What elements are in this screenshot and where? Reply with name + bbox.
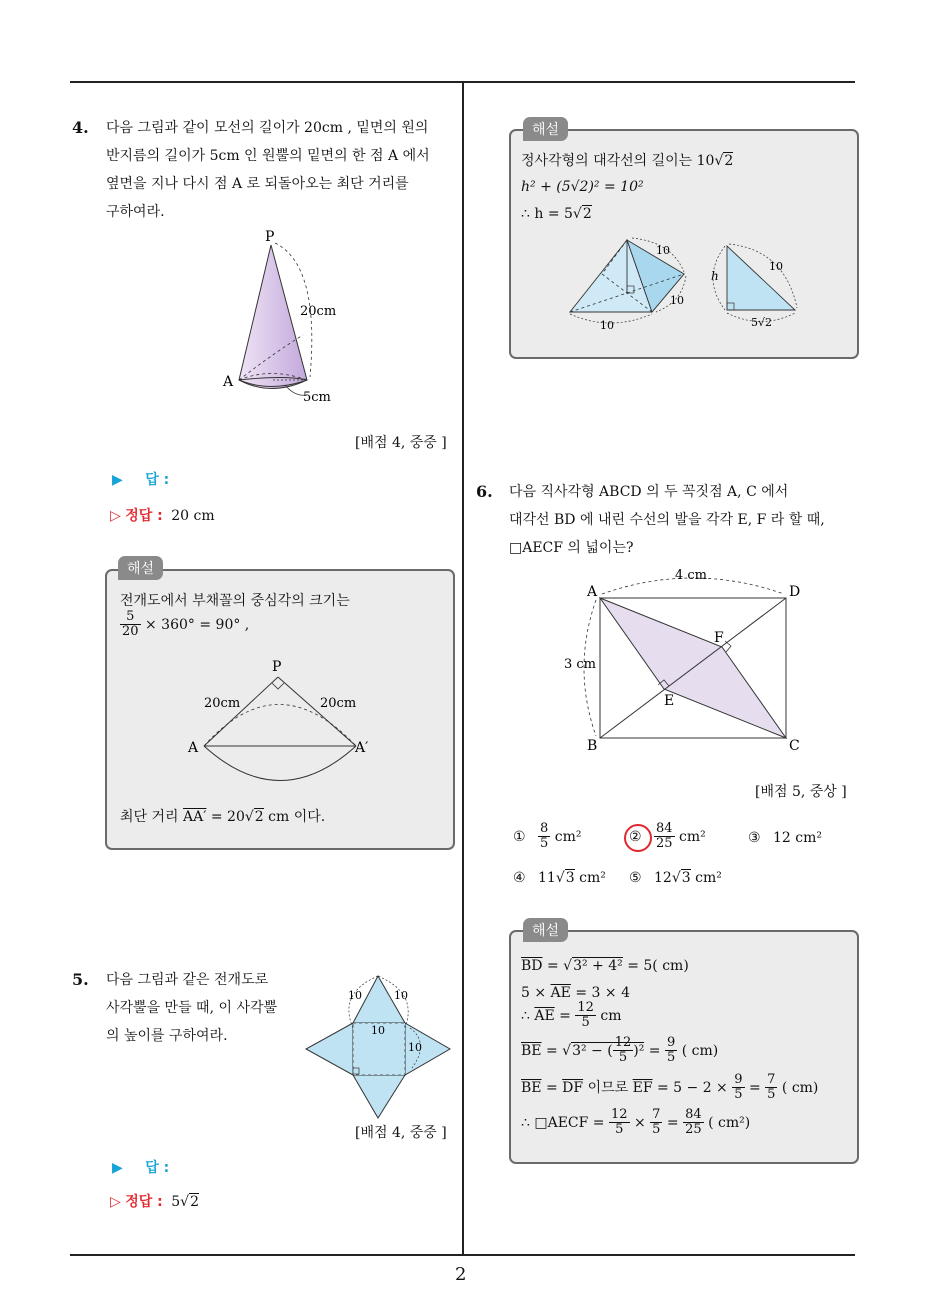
q6-sol-l3	[521, 1001, 621, 1031]
q4-solution-tag: 해설	[118, 556, 163, 580]
q6-rectangle-figure	[560, 562, 810, 762]
frac-num: 9	[734, 1072, 743, 1087]
q4-solution-fraction	[120, 610, 141, 640]
q6-fig-F: F	[714, 630, 724, 646]
q6-sol-l6	[521, 1108, 750, 1138]
radicand: 3² + 4²	[573, 958, 623, 974]
sqrt-icon: √	[562, 1042, 572, 1059]
choice-pre: 11	[538, 870, 556, 886]
q6-fig-top: 4 cm	[675, 568, 708, 583]
frac	[765, 1073, 777, 1103]
frac	[575, 1001, 596, 1031]
frac-den: 5	[666, 1050, 676, 1066]
choice-pre: 12	[654, 870, 672, 886]
selected-circle-icon	[624, 824, 652, 852]
frac-den: 5	[615, 1122, 624, 1138]
page-number: 2	[455, 1264, 467, 1285]
correct-arrow-icon: ▷	[110, 1194, 121, 1210]
q4-sol-last-suffix: cm 이다.	[268, 809, 326, 825]
q6-fig-B: B	[587, 738, 598, 754]
frac-num: 9	[666, 1035, 676, 1050]
q4-text-line: 반지름의 길이가 5cm 인 원뿔의 밑면의 한 점 A 에서	[106, 148, 430, 164]
q5-sol-line1-root: 2	[724, 153, 734, 169]
q6-choice-5[interactable]	[629, 870, 722, 886]
choice-root: 3	[681, 870, 691, 886]
seg: $\overline{BE}$	[521, 1042, 542, 1059]
answer-arrow-icon: ▶	[112, 472, 123, 488]
q6-sol-l4	[521, 1036, 718, 1066]
seg: $\overline{BD}$	[521, 958, 543, 974]
unit: ( cm)	[781, 1079, 819, 1096]
q5-sol-line3-prefix: ∴ h = 5	[521, 206, 573, 222]
radicand	[571, 1035, 645, 1066]
q5-sol-fig-h: h	[711, 269, 719, 283]
mid: 이므로	[587, 1079, 629, 1096]
unit: ( cm²)	[708, 1114, 751, 1131]
choice-root: 3	[565, 870, 575, 886]
frac-num: 12	[610, 1107, 628, 1122]
frac-num: 7	[652, 1107, 661, 1122]
q5-sol-triangle-figure	[705, 238, 805, 333]
rad-post: )²	[633, 1042, 645, 1059]
sqrt-icon: √	[563, 958, 573, 974]
q5-correct-root: 2	[190, 1194, 199, 1210]
q4-solution-figure	[180, 655, 380, 790]
seg: $\overline{BE}$	[521, 1079, 542, 1096]
q4-sol-last-prefix: 최단 거리	[120, 809, 179, 825]
q5-sol-fig-e1: 10	[656, 244, 670, 257]
frac-den: 5	[581, 1015, 590, 1031]
q5-sol-line3	[521, 203, 592, 225]
choice-fraction	[654, 822, 675, 852]
eq: =	[648, 1042, 661, 1059]
q6-choice-1[interactable]	[513, 822, 581, 852]
q4-sol-last-root: 2	[254, 809, 264, 825]
frac-num: 12	[614, 1035, 632, 1050]
q4-cone-figure	[215, 225, 355, 410]
eq: =	[559, 1007, 571, 1024]
q6-solution-tag: 해설	[523, 918, 568, 942]
q4-sol-fig-apex: P	[272, 659, 282, 675]
q5-text-line: 사각뿔을 만들 때, 이 사각뿔	[106, 1000, 278, 1016]
correct-arrow-icon: ▷	[110, 508, 121, 524]
q5-correct-row	[110, 1191, 199, 1211]
q5-fig-label-a: 10	[348, 989, 362, 1002]
frac-num: 12	[577, 1000, 594, 1015]
q6-fig-E: E	[664, 693, 675, 709]
frac-den: 5	[618, 1050, 628, 1066]
choice-mark: ③	[748, 830, 761, 846]
seg: $\overline{AE}$	[550, 985, 571, 1001]
frac-den: 5	[767, 1087, 776, 1103]
q5-net-figure	[300, 968, 455, 1123]
seg: $\overline{EF}$	[632, 1079, 653, 1096]
eq: =	[545, 1079, 558, 1096]
q5-sol-fig-e2: 10	[670, 294, 684, 307]
choice-unit: cm²	[679, 828, 706, 845]
q5-sol-line1	[521, 150, 733, 172]
frac-den: 5	[734, 1087, 743, 1103]
post: = 3 × 4	[575, 985, 630, 1001]
q4-fig-label-slant: 20cm	[300, 304, 337, 319]
frac	[665, 1036, 677, 1066]
q6-sol-l5	[521, 1073, 818, 1103]
frac-num: 7	[767, 1072, 776, 1087]
q4-text-line: 다음 그림과 같이 모선의 길이가 20cm , 밑면의 원의	[106, 120, 429, 136]
q6-fig-D: D	[789, 584, 801, 600]
q5-answer-label: 답 :	[145, 1160, 170, 1176]
bottom-rule	[70, 1254, 855, 1256]
q4-sol-fig-right: A′	[355, 740, 369, 756]
q4-number: 4.	[72, 118, 89, 137]
q4-text-line: 옆면을 지나 다시 점 A 로 되돌아오는 최단 거리를	[106, 176, 409, 192]
eq: =	[748, 1079, 761, 1096]
q5-sol-line3-root: 2	[582, 206, 592, 222]
q5-fig-label-b: 10	[394, 989, 408, 1002]
q5-sol-fig-e3: 10	[600, 319, 614, 332]
unit: cm	[600, 1007, 622, 1024]
unit: ( cm)	[681, 1042, 719, 1059]
expr: = 5 − 2 ×	[656, 1079, 728, 1096]
frac-num: 84	[656, 821, 673, 836]
q4-correct-value: 20 cm	[171, 508, 215, 524]
frac	[613, 1036, 634, 1066]
choice-unit: cm²	[695, 870, 722, 886]
pre: 5 ×	[521, 985, 547, 1001]
sqrt-icon: √	[244, 809, 254, 825]
choice-mark: ②	[629, 828, 642, 845]
q4-answer-row	[112, 469, 169, 489]
choice-mark: ⑤	[629, 870, 642, 886]
q4-sol-last-value: = 20	[210, 809, 245, 825]
frac-den: 25	[656, 836, 673, 852]
q4-text-line: 구하여라.	[106, 204, 165, 220]
q4-text	[106, 114, 456, 226]
sqrt-icon: √	[555, 870, 565, 886]
q5-answer-row	[112, 1157, 169, 1177]
q4-solution-line2	[120, 610, 249, 640]
q5-fig-label-c: 10	[371, 1024, 385, 1037]
q4-correct-label: 정답 :	[125, 508, 163, 524]
frac-den: 20	[122, 624, 139, 640]
eq: =	[546, 958, 559, 974]
q5-text-line: 의 높이를 구하여라.	[106, 1028, 228, 1044]
frac-den: 5	[652, 1122, 661, 1138]
choice-unit: cm²	[554, 828, 582, 845]
q4-sol-fig-right-len: 20cm	[320, 696, 357, 711]
q5-text	[106, 966, 306, 1050]
choice-mark: ①	[513, 828, 526, 845]
q4-solution-line1: 전개도에서 부채꼴의 중심각의 크기는	[120, 593, 350, 609]
q5-sol-line1-prefix: 정사각형의 대각선의 길이는 10	[521, 153, 715, 169]
q6-fig-left: 3 cm	[564, 657, 597, 672]
q6-sol-l1	[521, 955, 689, 977]
q6-score: [배점 5, 중상 ]	[755, 784, 847, 800]
q6-fig-C: C	[789, 738, 800, 754]
result: = 5( cm)	[627, 958, 689, 974]
q4-solution-last	[120, 806, 325, 828]
frac	[683, 1108, 704, 1138]
pre: ∴ □AECF =	[521, 1114, 605, 1131]
q6-choice-3[interactable]	[748, 830, 822, 846]
q6-text-line: 대각선 BD 에 내린 수선의 발을 각각 E, F 라 할 때,	[509, 512, 825, 528]
q5-score: [배점 4, 중중 ]	[355, 1125, 447, 1141]
frac	[609, 1108, 630, 1138]
q4-answer-label: 답 :	[145, 472, 170, 488]
sqrt-icon: √	[671, 870, 681, 886]
q5-correct-value: 5	[171, 1194, 181, 1210]
q5-sol-line2: h² + (5√2)² = 10²	[521, 179, 644, 195]
frac	[732, 1073, 744, 1103]
q5-sol-pyramid-figure	[562, 232, 702, 332]
frac-den: 25	[685, 1122, 702, 1138]
times: ×	[633, 1114, 646, 1131]
q6-choice-4[interactable]	[513, 870, 606, 886]
eq: =	[545, 1042, 558, 1059]
choice-unit: cm²	[579, 870, 606, 886]
sqrt-icon: √	[714, 153, 724, 169]
q4-fig-label-apex: P	[265, 229, 275, 245]
column-divider	[462, 83, 464, 1256]
sqrt-icon: √	[180, 1194, 190, 1210]
pre: ∴	[521, 1007, 530, 1024]
frac-num: 8	[540, 821, 549, 836]
q5-sol-fig-e4: 10	[769, 260, 783, 273]
q4-correct-row	[110, 505, 215, 525]
frac-num: 84	[685, 1107, 702, 1122]
sqrt-icon: √	[572, 206, 582, 222]
choice-fraction	[538, 822, 550, 852]
frac-den: 5	[540, 836, 549, 852]
seg: $\overline{DF}$	[562, 1079, 584, 1096]
answer-arrow-icon: ▶	[112, 1160, 123, 1176]
q5-number: 5.	[72, 970, 89, 989]
q6-text-line: 다음 직사각형 ABCD 의 두 꼭짓점 A, C 에서	[509, 484, 789, 500]
q4-sol-fig-left: A	[188, 740, 199, 756]
q4-score: [배점 4, 중중 ]	[355, 435, 447, 451]
rad-pre: 3² − (	[572, 1042, 613, 1059]
q5-fig-label-d: 10	[408, 1041, 422, 1054]
q4-sol-fig-left-len: 20cm	[204, 696, 241, 711]
q4-fig-label-point: A	[223, 374, 234, 390]
q5-text-line: 다음 그림과 같은 전개도로	[106, 972, 269, 988]
q5-sol-fig-e5: 5√2	[751, 316, 773, 329]
frac	[650, 1108, 662, 1138]
q6-fig-A: A	[587, 584, 598, 600]
q6-text-line: □AECF 의 넓이는?	[509, 540, 634, 556]
frac-num: 5	[120, 610, 141, 625]
q6-text	[509, 478, 859, 562]
q5-solution-tag: 해설	[523, 117, 568, 141]
eq: =	[666, 1114, 679, 1131]
q6-number: 6.	[476, 482, 493, 501]
choice-text: 12 cm²	[773, 830, 823, 846]
q4-fig-label-radius: 5cm	[303, 390, 331, 405]
q4-solution-line2-rest: × 360° = 90° ,	[145, 616, 250, 633]
q6-choice-2[interactable]	[629, 822, 706, 852]
q5-correct-label: 정답 :	[125, 1194, 163, 1210]
seg: $\overline{AE}$	[534, 1007, 555, 1024]
q4-sol-last-seg: AA′	[183, 809, 207, 825]
choice-mark: ④	[513, 870, 526, 886]
